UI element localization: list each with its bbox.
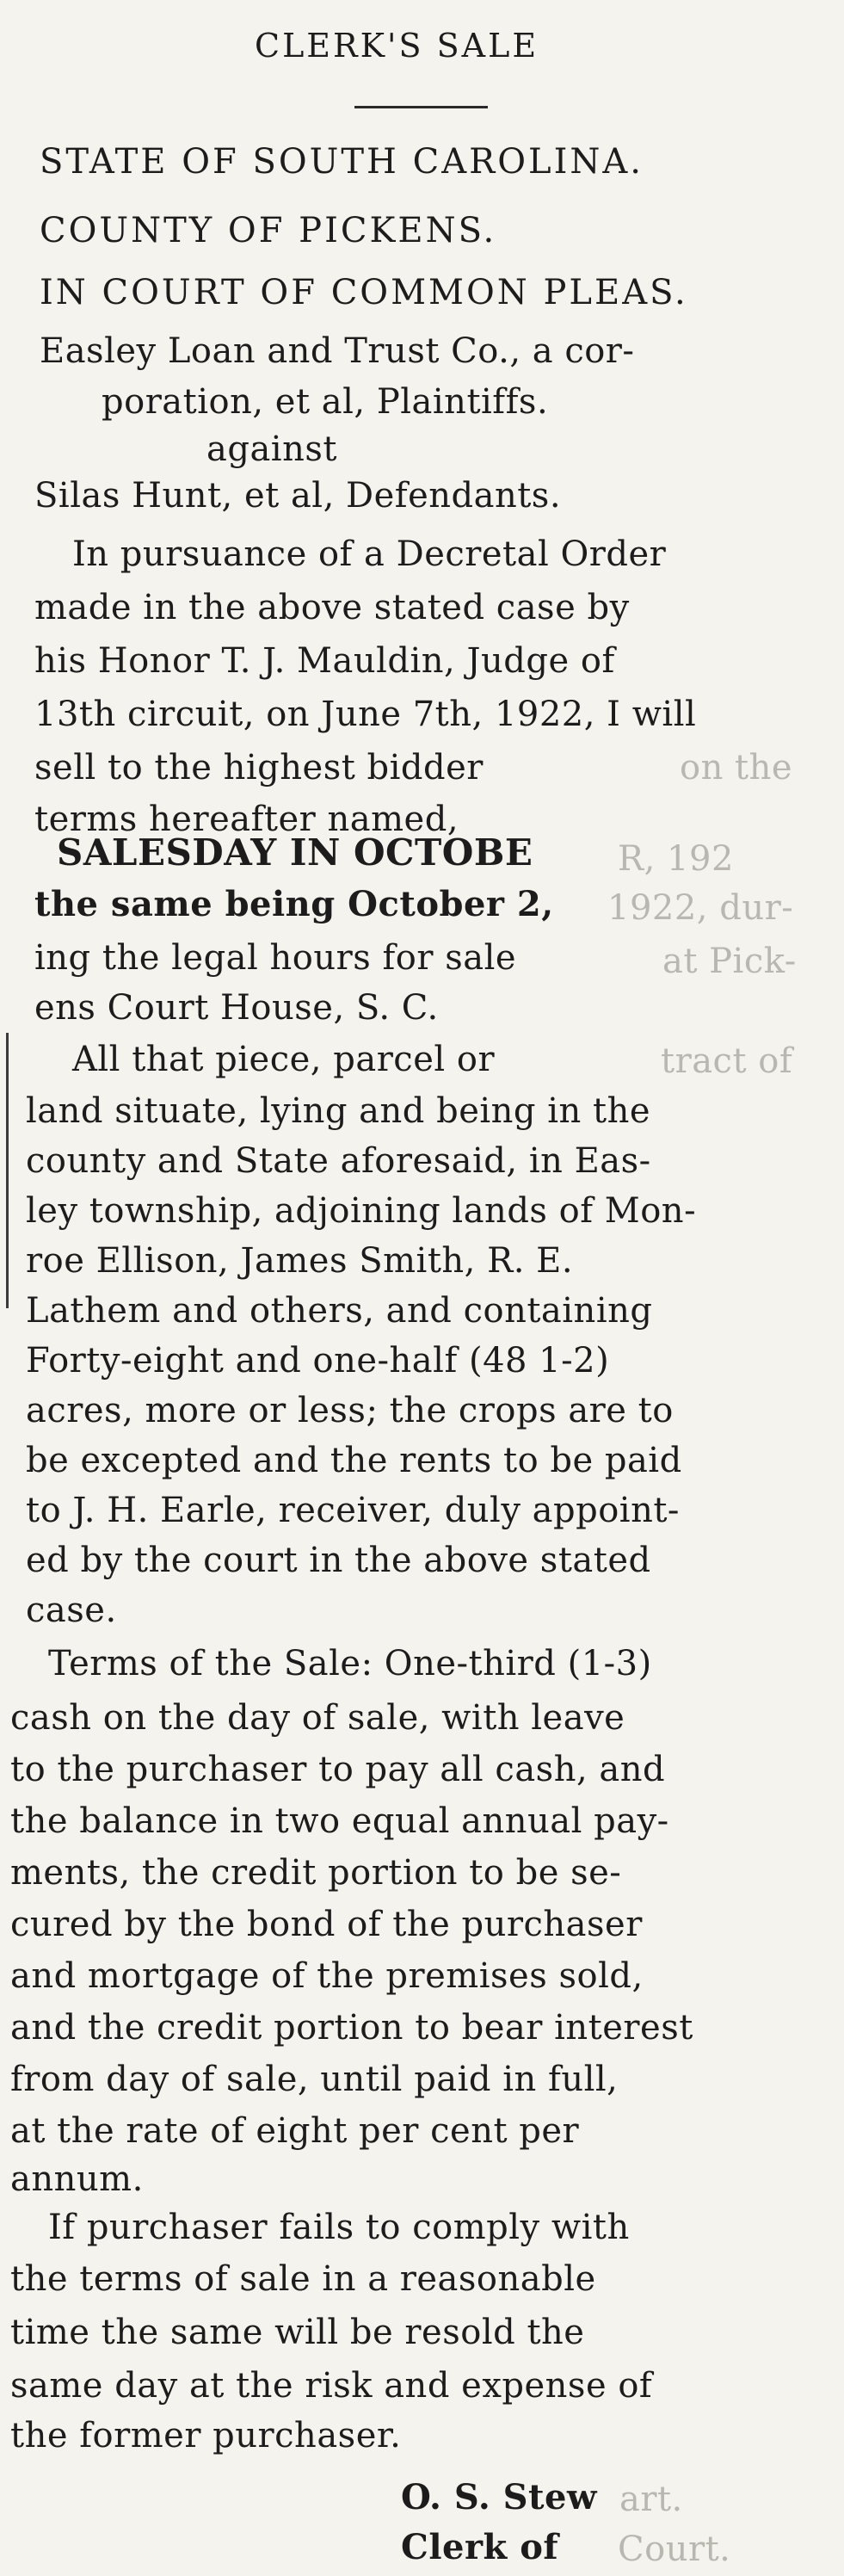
signature-name: O. S. Stew bbox=[401, 2477, 597, 2517]
para3-line1: Terms of the Sale: One-third (1-3) bbox=[48, 1644, 652, 1683]
salesday-line3-faded: at Pick- bbox=[662, 942, 797, 981]
margin-rule bbox=[6, 1033, 9, 1308]
para3-line9: from day of sale, until paid in full, bbox=[10, 2060, 619, 2099]
salesday-line3: ing the legal hours for sale bbox=[34, 938, 517, 978]
para2-line11: ed by the court in the above stated bbox=[26, 1541, 651, 1580]
para3-line3: to the purchaser to pay all cash, and bbox=[10, 1750, 666, 1789]
para3-line4: the balance in two equal annual pay- bbox=[10, 1801, 669, 1841]
caption-court: IN COURT OF COMMON PLEAS. bbox=[40, 273, 688, 312]
caption-state: STATE OF SOUTH CAROLINA. bbox=[40, 142, 644, 182]
title-rule bbox=[354, 106, 488, 108]
salesday-line2-faded: 1922, dur- bbox=[607, 888, 794, 928]
salesday-line1: SALESDAY IN OCTOBE bbox=[57, 831, 533, 874]
para4-line5: the former purchaser. bbox=[10, 2416, 402, 2456]
para2-line2: land situate, lying and being in the bbox=[26, 1091, 651, 1131]
para4-line4: same day at the risk and expense of bbox=[10, 2366, 653, 2406]
para2-line8: acres, more or less; the crops are to bbox=[26, 1391, 674, 1430]
salesday-line1-faded: R, 192 bbox=[618, 839, 734, 879]
para1-line5: sell to the highest bidder bbox=[34, 748, 484, 788]
para2-line12: case. bbox=[26, 1591, 117, 1630]
para3-line2: cash on the day of sale, with leave bbox=[10, 1698, 625, 1738]
para1-line6: terms hereafter named, bbox=[34, 800, 459, 839]
para4-line2: the terms of sale in a reasonable bbox=[10, 2259, 596, 2299]
party-plaintiff-2: poration, et al, Plaintiffs. bbox=[102, 382, 549, 422]
caption-county: COUNTY OF PICKENS. bbox=[40, 211, 497, 250]
party-plaintiff-1: Easley Loan and Trust Co., a cor- bbox=[40, 331, 635, 371]
para3-line5: ments, the credit portion to be se- bbox=[10, 1853, 622, 1893]
para2-line4: ley township, adjoining lands of Mon- bbox=[26, 1191, 697, 1231]
salesday-line2: the same being October 2, bbox=[34, 884, 554, 924]
para2-line9: be excepted and the rents to be paid bbox=[26, 1441, 682, 1480]
para2-line1-faded: tract of bbox=[661, 1041, 793, 1081]
para2-line1: All that piece, parcel or bbox=[72, 1040, 496, 1079]
para1-line4: 13th circuit, on June 7th, 1922, I will bbox=[34, 695, 697, 734]
para1-line1: In pursuance of a Decretal Order bbox=[72, 534, 667, 574]
para3-line6: cured by the bond of the purchaser bbox=[10, 1905, 643, 1944]
signature-office: Clerk of bbox=[401, 2527, 559, 2567]
para4-line1: If purchaser fails to comply with bbox=[48, 2208, 630, 2247]
signature-name-faded: art. bbox=[619, 2480, 683, 2519]
para2-line10: to J. H. Earle, receiver, duly appoint- bbox=[26, 1491, 680, 1530]
para2-line5: roe Ellison, James Smith, R. E. bbox=[26, 1241, 574, 1281]
para4-line3: time the same will be resold the bbox=[10, 2313, 585, 2352]
para3-line10: at the rate of eight per cent per bbox=[10, 2111, 580, 2151]
para2-line6: Lathem and others, and containing bbox=[26, 1291, 653, 1331]
para3-line7: and mortgage of the premises sold, bbox=[10, 1956, 644, 1996]
notice-title: CLERK'S SALE bbox=[255, 27, 539, 65]
para1-line3: his Honor T. J. Mauldin, Judge of bbox=[34, 641, 615, 681]
para1-line2: made in the above stated case by bbox=[34, 588, 630, 627]
para3-line8: and the credit portion to bear interest bbox=[10, 2008, 693, 2048]
para3-line11: annum. bbox=[10, 2159, 144, 2199]
para2-line7: Forty-eight and one-half (48 1-2) bbox=[26, 1341, 610, 1381]
party-defendant: Silas Hunt, et al, Defendants. bbox=[34, 476, 562, 516]
signature-office-faded: Court. bbox=[618, 2530, 731, 2569]
salesday-line4: ens Court House, S. C. bbox=[34, 988, 439, 1028]
para1-line5-faded: on the bbox=[680, 748, 793, 788]
party-against: against bbox=[206, 429, 337, 469]
para2-line3: county and State aforesaid, in Eas- bbox=[26, 1141, 651, 1181]
